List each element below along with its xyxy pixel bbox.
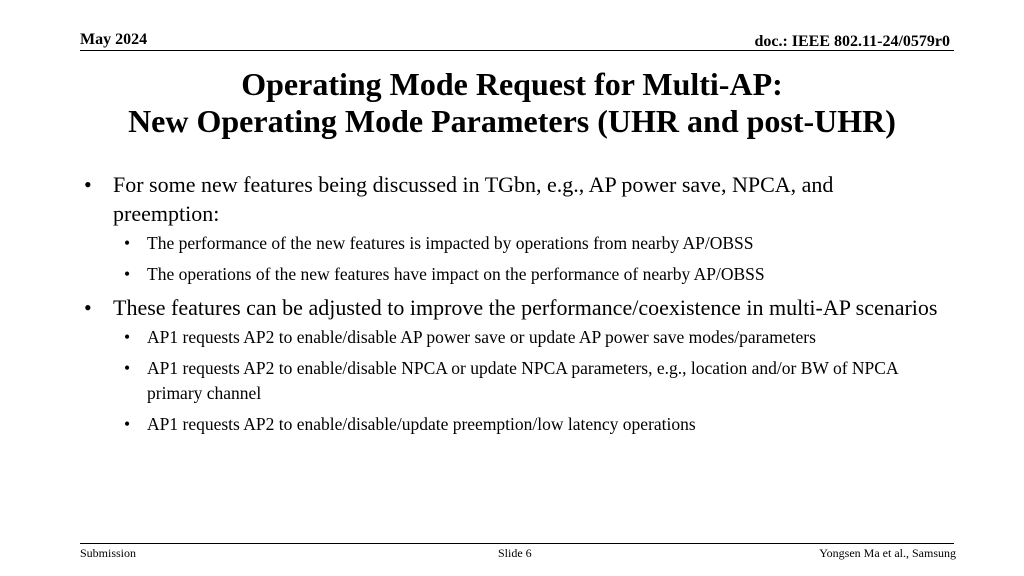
bullet-dot: • (84, 172, 92, 197)
bullet-2-text: These features can be adjusted to improve the performance/coexistence in multi-AP scenarios (113, 295, 938, 320)
sub-bullet-1-1-text: The performance of the new features is impacted by operations from nearby AP/OBSS (147, 233, 754, 253)
header-divider (80, 50, 954, 51)
slide-title (60, 66, 964, 140)
bullet-1-text: For some new features being discussed in TGbn, e.g., AP power save, NPCA, and preemption: (113, 172, 834, 226)
sub-bullet-2-3 (84, 412, 944, 437)
footer-author: Yongsen Ma et al., Samsung (819, 546, 956, 560)
slide-body (84, 170, 944, 443)
sub-bullet-2-2 (84, 356, 944, 406)
footer-divider (80, 543, 954, 544)
bullet-dot: • (124, 358, 131, 378)
header-doc-id: doc.: IEEE 802.11-24/0579r0 (754, 33, 950, 50)
sub-bullet-1-2-text: The operations of the new features have impact on the performance of nearby AP/OBSS (147, 264, 765, 284)
bullet-dot: • (124, 233, 131, 253)
bullet-dot: • (124, 414, 131, 434)
bullet-1 (84, 170, 944, 228)
sub-bullet-1-2 (84, 262, 944, 287)
footer-submission: Submission (80, 546, 137, 560)
sub-bullet-2-1 (84, 325, 944, 350)
bullet-dot: • (124, 327, 131, 347)
slide-title-line-2: New Operating Mode Parameters (UHR and post-UHR) (128, 103, 896, 139)
sub-bullet-1-1 (84, 231, 944, 256)
footer-slide-number: Slide 6 (498, 546, 532, 560)
bullet-dot: • (124, 264, 131, 284)
sub-bullet-2-1-text: AP1 requests AP2 to enable/disable AP power save or update AP power save modes/parameters (147, 327, 816, 347)
bullet-dot: • (84, 295, 92, 320)
slide-title-line-1: Operating Mode Request for Multi-AP: (241, 66, 783, 102)
sub-bullet-2-3-text: AP1 requests AP2 to enable/disable/update preemption/low latency operations (147, 414, 696, 434)
sub-bullet-2-2-text: AP1 requests AP2 to enable/disable NPCA or update NPCA parameters, e.g., location and/or BW of NPCA primary channel (147, 358, 898, 403)
header-date: May 2024 (80, 31, 148, 48)
bullet-2 (84, 293, 944, 322)
